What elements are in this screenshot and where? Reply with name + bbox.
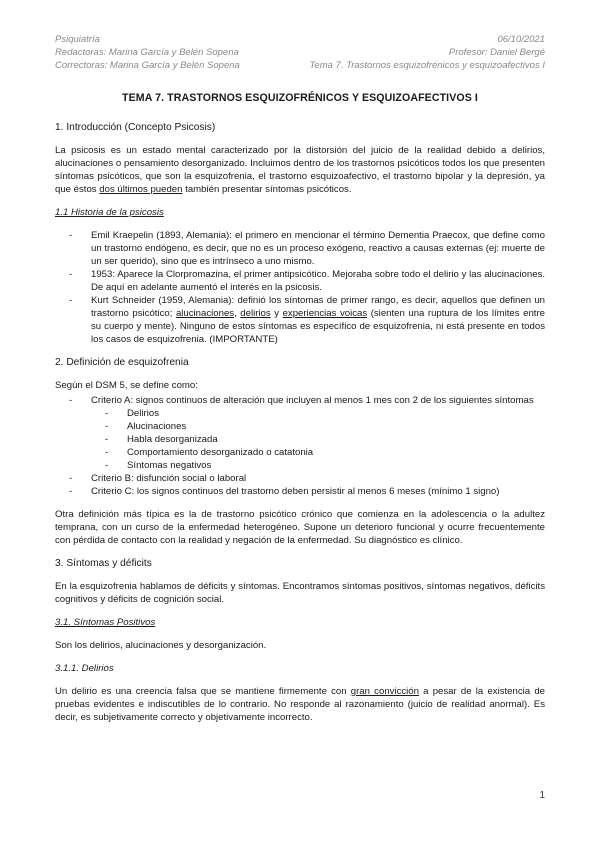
document-title: TEMA 7. TRASTORNOS ESQUIZOFRÉNICOS Y ESQUIZOAFECTIVOS I — [122, 92, 478, 104]
list-item: - Delirios — [91, 407, 545, 420]
list-item: - Habla desorganizada — [91, 433, 545, 446]
section-3-heading: 3. Síntomas y déficits — [55, 558, 152, 569]
symptoms-intro-paragraph: En la esquizofrenia hablamos de déficits y síntomas. Encontramos síntomas positivos, síntomas negativos, déficits cognitivos y déficits de cognición social. — [55, 581, 545, 605]
underlined-text: dos últimos pueden — [99, 184, 183, 195]
alt-definition-paragraph: Otra definición más típica es la de trastorno psicótico crónico que comienza en la adolescencia o la adultez temprana, con un curso de la enfermedad heterogéneo. Supone un deterioro funcional y ocurre frecuentemente con pérdida de contacto con la realidad y negación de la enfermedad. Su diagnóstico es clínico. — [55, 509, 545, 546]
underlined-text: delirios — [240, 308, 271, 319]
header-editors: Redactoras: Marina García y Belén Sopena — [55, 47, 239, 58]
list-item: - Criterio B: disfunción social o laboral — [55, 472, 545, 485]
delusion-definition-paragraph — [55, 685, 545, 724]
list-item: - Comportamiento desorganizado o catatonia — [91, 446, 545, 459]
text-run: Un delirio es una creencia falsa que se mantiene firmemente con — [55, 686, 351, 697]
criteria-list — [55, 394, 545, 498]
dsm-intro: Según el DSM 5, se define como: — [55, 380, 198, 391]
text-run: , — [234, 308, 241, 319]
header-topic: Tema 7. Trastornos esquizofrénicos y esquizoafectivos I — [309, 60, 545, 71]
section-1-1-heading: 1.1 Historia de la psicosis — [55, 207, 164, 218]
section-3-1-heading: 3.1. Síntomas Positivos — [55, 617, 156, 628]
text-run: y — [270, 308, 283, 319]
underlined-text: alucinaciones — [175, 308, 235, 319]
header-subject: Psiquiatría — [55, 34, 100, 45]
list-item: - Síntomas negativos — [91, 459, 545, 472]
section-1-heading: 1. Introducción (Concepto Psicosis) — [55, 122, 216, 133]
criterion-a: Criterio A: signos continuos de alteración que incluyen al menos 1 mes con 2 de los siguientes síntomas — [91, 395, 534, 406]
list-item — [55, 294, 545, 346]
section-2-heading: 2. Definición de esquizofrenia — [55, 357, 189, 368]
list-item: - Criterio C: los signos continuos del trastorno deben persistir al menos 6 meses (mínimo 1 signo) — [55, 485, 545, 498]
underlined-text: experiencias voicas — [282, 308, 368, 319]
section-3-1-1-heading: 3.1.1. Delirios — [55, 663, 114, 674]
criterion-a-symptoms — [91, 407, 545, 472]
underlined-text: gran convicción — [350, 686, 419, 697]
text-run: Kurt Schneider (1959, Alemania): definió los síntomas de primer rango, es decir, aquellos que definen un trastorno psicótico; — [91, 295, 545, 319]
header-professor: Profesor: Daniel Bergé — [448, 47, 545, 58]
page-number: 1 — [539, 790, 545, 801]
list-item: - 1953: Aparece la Clorpromazina, el primer antipsicótico. Mejoraba sobre todo el delirio y las alucinaciones. De aquí en adelante aumentó el interés en la psicosis. — [55, 268, 545, 294]
history-list — [55, 229, 545, 346]
psychosis-definition-paragraph — [55, 144, 545, 196]
text-run: (sienten una ruptura de los límites entre su cuerpo y mente). Ninguno de estos síntomas es específico de esquizofrenia, ni está presente en todos los casos de esquizofrenia. (IMPORTANTE) — [91, 308, 545, 345]
list-item: - Emil Kraepelin (1893, Alemania): el primero en mencionar el término Dementia Praecox, que define como un trastorno endógeno, es decir, que no es un proceso exógeno, reactivo a causas externas (ej: muerte de un ser querido), sino que es intrínseco a uno mismo. — [55, 229, 545, 268]
list-item: - Alucinaciones — [91, 420, 545, 433]
positive-symptoms-paragraph: Son los delirios, alucinaciones y desorganización. — [55, 640, 267, 651]
text-run: a pesar de la existencia de pruebas evidentes e indiscutibles de lo contrario. No responde al razonamiento (juicio de realidad anormal). Es decir, es subjetivamente correcto y objetivamente incorrecto. — [55, 686, 545, 723]
text-run: también presentar síntomas psicóticos. — [182, 184, 352, 195]
header-correctors: Correctoras: Marina García y Belén Sopena — [55, 60, 240, 71]
text-run: La psicosis es un estado mental caracterizado por la distorsión del juicio de la realidad debido a delirios, alucinaciones o pensamiento desorganizado. Incluimos dentro de los trastornos psicóticos todos los que presenten síntomas psicóticos, que son la esquizofrenia, el trastorno esquizoafectivo, el trastorno bipolar y la depresión, ya que éstos — [55, 145, 545, 195]
header-date: 06/10/2021 — [497, 34, 545, 45]
list-item — [55, 394, 545, 472]
document-body — [55, 92, 545, 734]
